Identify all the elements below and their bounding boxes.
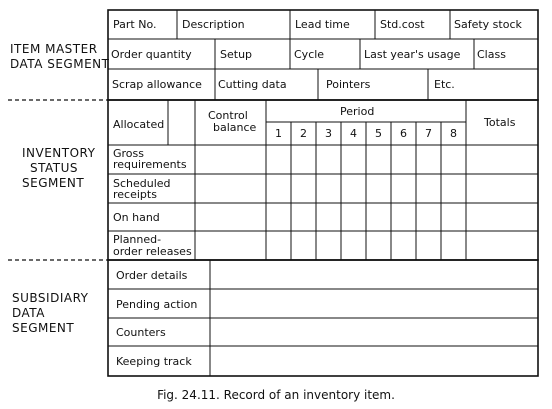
field-etc: Etc. bbox=[434, 78, 455, 91]
row-on-hand: On hand bbox=[113, 211, 160, 224]
period-8: 8 bbox=[450, 127, 457, 140]
field-setup: Setup bbox=[220, 48, 253, 61]
subsidiary-segment bbox=[12, 260, 538, 376]
period-2: 2 bbox=[300, 127, 307, 140]
item-master-label-line1: ITEM MASTER bbox=[10, 42, 98, 56]
period-6: 6 bbox=[400, 127, 407, 140]
header-control-balance-line1: Control bbox=[208, 109, 248, 122]
row-pending-action: Pending action bbox=[116, 298, 198, 311]
row-scheduled-receipts-line1: Scheduled bbox=[113, 177, 171, 190]
field-order-quantity: Order quantity bbox=[111, 48, 192, 61]
item-master-label-line2: DATA SEGMENT bbox=[10, 57, 110, 71]
inventory-status-label-line1: INVENTORY bbox=[22, 146, 96, 160]
field-cycle: Cycle bbox=[294, 48, 325, 61]
subsidiary-label-line2: DATA bbox=[12, 306, 45, 320]
period-4: 4 bbox=[350, 127, 357, 140]
field-class: Class bbox=[477, 48, 506, 61]
inventory-status-frame bbox=[108, 100, 538, 260]
period-1: 1 bbox=[275, 127, 282, 140]
row-keeping-track: Keeping track bbox=[116, 355, 192, 368]
item-master-segment bbox=[10, 10, 538, 100]
field-cutting-data: Cutting data bbox=[218, 78, 287, 91]
subsidiary-label-line1: SUBSIDIARY bbox=[12, 291, 89, 305]
row-planned-order-releases-line2: order releases bbox=[113, 245, 192, 258]
period-3: 3 bbox=[325, 127, 332, 140]
inventory-status-label-line2: STATUS bbox=[30, 161, 79, 175]
field-last-years-usage: Last year's usage bbox=[364, 48, 461, 61]
field-description: Description bbox=[182, 18, 245, 31]
subsidiary-label-line3: SEGMENT bbox=[12, 321, 75, 335]
field-lead-time: Lead time bbox=[295, 18, 350, 31]
field-pointers: Pointers bbox=[326, 78, 371, 91]
figure-caption: Fig. 24.11. Record of an inventory item. bbox=[157, 388, 395, 402]
row-counters: Counters bbox=[116, 326, 166, 339]
header-period: Period bbox=[340, 105, 375, 118]
row-order-details: Order details bbox=[116, 269, 188, 282]
row-gross-requirements-line2: requirements bbox=[113, 158, 187, 171]
inventory-status-segment bbox=[22, 100, 538, 260]
field-safety-stock: Safety stock bbox=[454, 18, 522, 31]
row-scheduled-receipts-line2: receipts bbox=[113, 188, 157, 201]
period-7: 7 bbox=[425, 127, 432, 140]
field-std-cost: Std.cost bbox=[380, 18, 425, 31]
row-planned-order-releases-line1: Planned- bbox=[113, 233, 162, 246]
header-control-balance-line2: balance bbox=[213, 121, 257, 134]
field-part-no: Part No. bbox=[113, 18, 157, 31]
inventory-status-label-line3: SEGMENT bbox=[22, 176, 85, 190]
field-scrap-allowance: Scrap allowance bbox=[112, 78, 202, 91]
header-allocated: Allocated bbox=[113, 118, 165, 131]
header-totals: Totals bbox=[484, 116, 516, 129]
period-5: 5 bbox=[375, 127, 382, 140]
row-gross-requirements-line1: Gross bbox=[113, 147, 144, 160]
